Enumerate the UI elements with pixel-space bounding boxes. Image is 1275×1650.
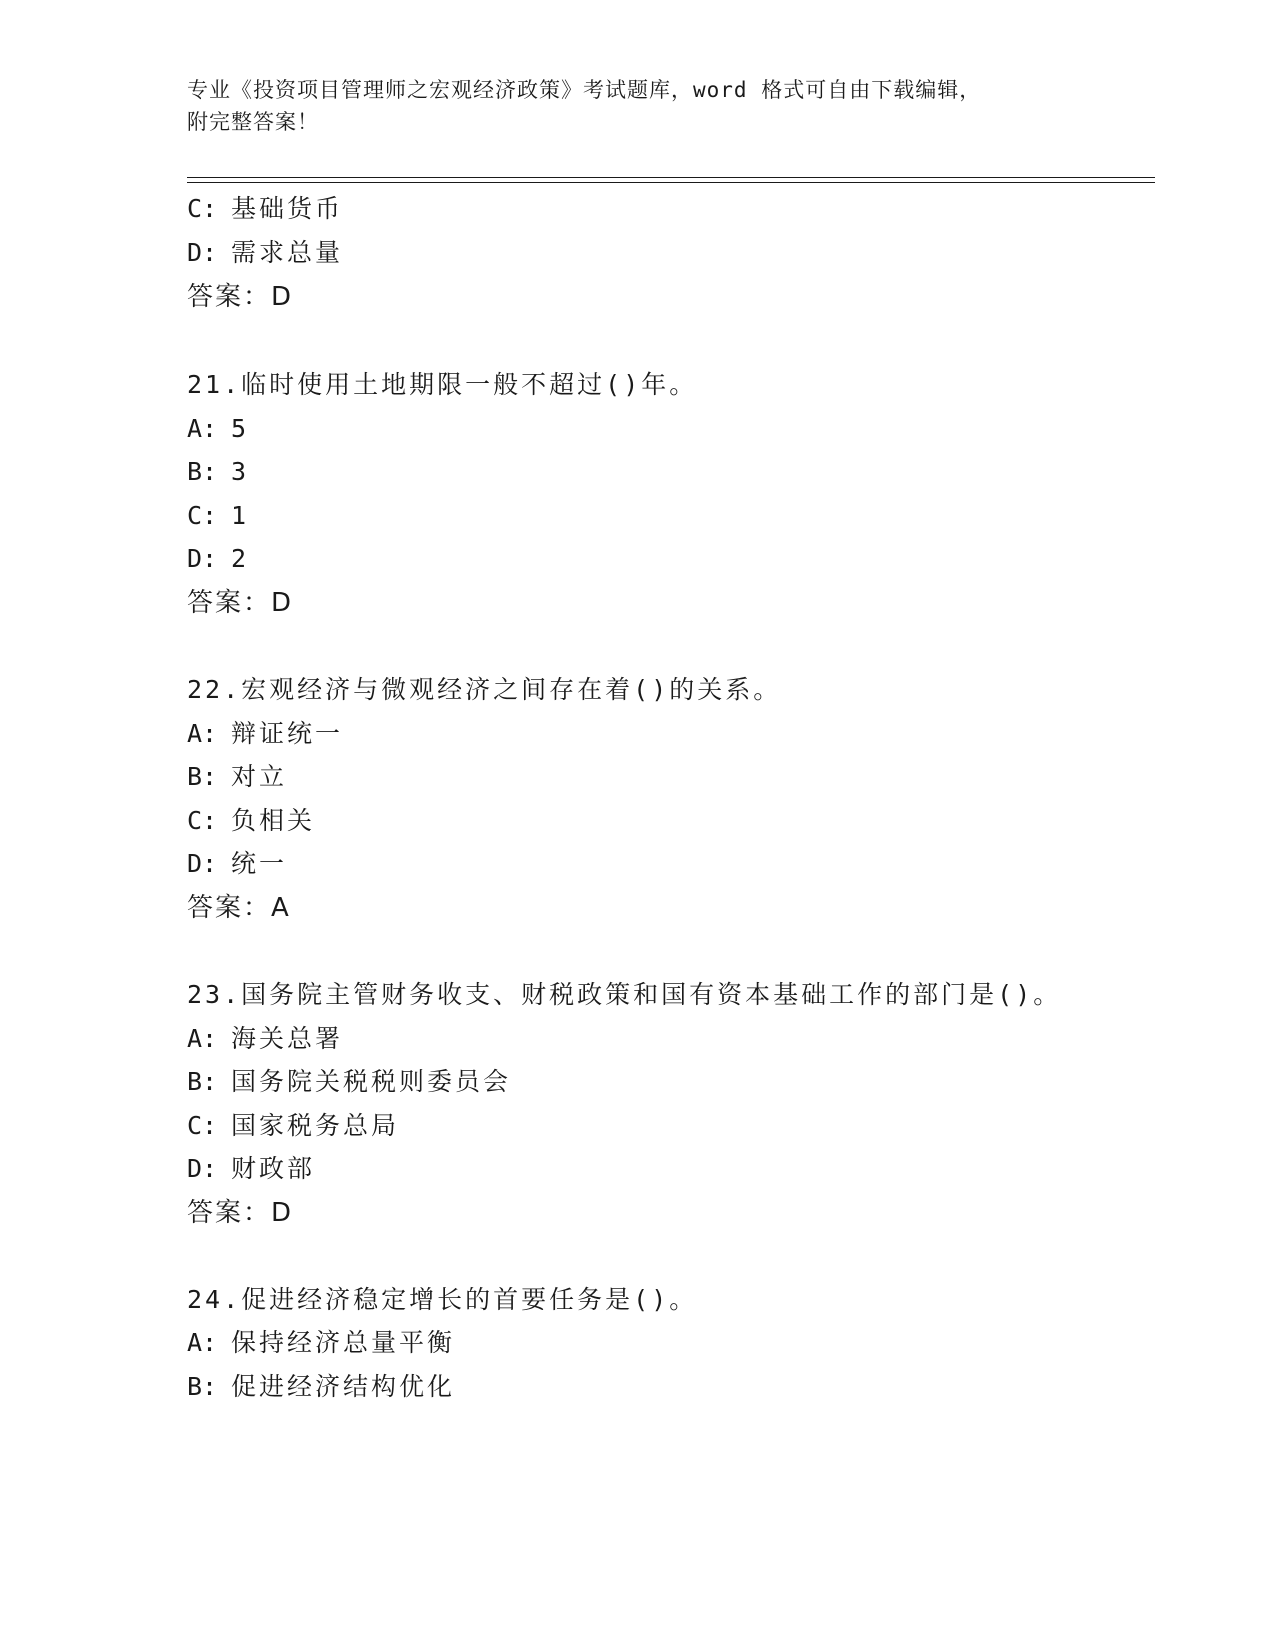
- option-c: [187, 1110, 399, 1142]
- option-key: A:: [187, 719, 218, 748]
- option-key: A:: [187, 414, 218, 443]
- option-text: 统一: [231, 849, 288, 878]
- option-a: [187, 718, 343, 750]
- header-divider-top: [187, 177, 1155, 178]
- question-stem: 24.促进经济稳定增长的首要任务是()。: [187, 1285, 698, 1314]
- answer-line: 答案：D: [187, 588, 294, 618]
- option-key: C:: [187, 1111, 218, 1140]
- option-a: [187, 1327, 455, 1359]
- option-key: D:: [187, 238, 218, 267]
- option-key: D:: [187, 544, 218, 573]
- option-key: D:: [187, 849, 218, 878]
- option-key: B:: [187, 457, 218, 486]
- option-text: 财政部: [231, 1154, 316, 1183]
- option-d: [187, 543, 249, 575]
- option-text: 基础货币: [231, 194, 344, 223]
- option-d: [187, 848, 287, 880]
- answer-line: 答案：D: [187, 1198, 294, 1228]
- option-text: 国家税务总局: [231, 1111, 400, 1140]
- question-stem: 23.国务院主管财务收支、财税政策和国有资本基础工作的部门是()。: [187, 980, 1062, 1009]
- option-text: 海关总署: [231, 1024, 344, 1053]
- option-key: C:: [187, 806, 218, 835]
- question-stem: 21.临时使用土地期限一般不超过()年。: [187, 370, 698, 399]
- option-text: 2: [231, 544, 250, 573]
- option-d: [187, 237, 343, 269]
- option-key: C:: [187, 194, 218, 223]
- option-key: C:: [187, 501, 218, 530]
- option-b: [187, 1371, 455, 1403]
- header-divider-bottom: [187, 182, 1155, 183]
- question-stem: 22.宏观经济与微观经济之间存在着()的关系。: [187, 675, 782, 704]
- document-header: [187, 74, 1087, 138]
- answer-line: 答案：D: [187, 282, 294, 312]
- option-c: [187, 193, 343, 225]
- option-c: [187, 805, 315, 837]
- option-d: [187, 1153, 315, 1185]
- header-line-2: 附完整答案！: [187, 110, 319, 134]
- option-text: 需求总量: [231, 238, 344, 267]
- option-key: A:: [187, 1024, 218, 1053]
- option-text: 3: [231, 457, 250, 486]
- option-key: B:: [187, 762, 218, 791]
- option-text: 保持经济总量平衡: [231, 1328, 456, 1357]
- option-text: 对立: [231, 762, 288, 791]
- option-a: [187, 1023, 343, 1055]
- option-a: [187, 413, 249, 445]
- option-key: A:: [187, 1328, 218, 1357]
- option-b: [187, 761, 287, 793]
- option-key: B:: [187, 1067, 218, 1096]
- option-text: 国务院关税税则委员会: [231, 1067, 512, 1096]
- answer-line: 答案：A: [187, 893, 291, 923]
- option-text: 辩证统一: [231, 719, 344, 748]
- option-text: 负相关: [231, 806, 316, 835]
- option-key: B:: [187, 1372, 218, 1401]
- option-c: [187, 500, 249, 532]
- option-b: [187, 1066, 511, 1098]
- option-text: 5: [231, 414, 250, 443]
- header-line-1: 专业《投资项目管理师之宏观经济政策》考试题库，word 格式可自由下载编辑，: [187, 78, 982, 102]
- option-text: 促进经济结构优化: [231, 1372, 456, 1401]
- option-key: D:: [187, 1154, 218, 1183]
- option-text: 1: [231, 501, 250, 530]
- option-b: [187, 456, 249, 488]
